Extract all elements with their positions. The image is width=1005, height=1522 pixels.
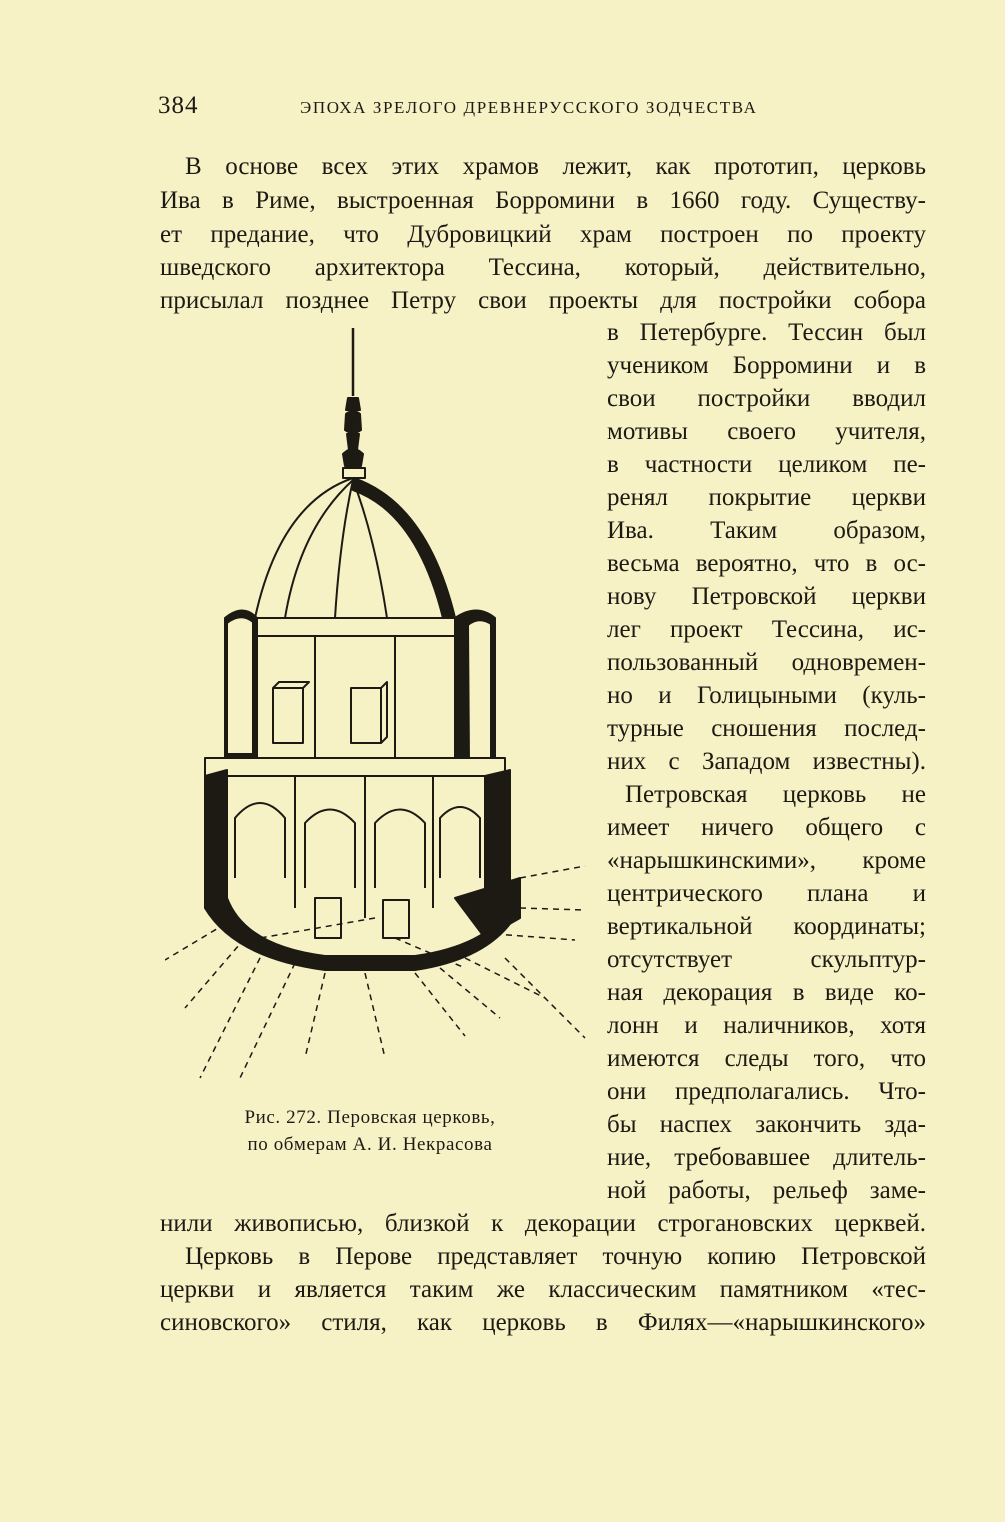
text-line-7: учеником Борромини и в [607,352,926,379]
text-line-11: ренял покрытие церкви [607,484,926,511]
text-line-23: центрического плана и [607,880,926,907]
text-line-9: мотивы своего учителя, [607,418,926,445]
text-line-16: пользованный одновремен- [607,649,926,676]
figure-caption [205,1104,535,1158]
text-line-26: ная декорация в виде ко- [607,979,926,1006]
text-line-6: в Петербурге. Тессин был [607,319,926,346]
text-line-15: лег проект Тессина, ис- [607,616,926,643]
text-line-35: церкви и является таким же классическим памятником «тес- [160,1276,926,1303]
text-line-18: турные сношения послед- [607,715,926,742]
text-line-32: ной работы, рельеф заме- [607,1177,926,1204]
text-line-24: вертикальной координаты; [607,913,926,940]
text-line-22: «нарышкинскими», кроме [607,847,926,874]
text-line-10: в частности целиком пе- [607,451,926,478]
text-line-36: синовского» стиля, как церковь в Филях—«нарышкинского» [160,1309,926,1336]
text-line-13: весьма вероятно, что в ос- [607,550,926,577]
caption-line-1: Рис. 272. Перовская церковь, [244,1107,496,1128]
text-line-34: Церковь в Перове представляет точную копию Петровской [185,1243,926,1270]
text-line-1: В основе всех этих храмов лежит, как прототип, церковь [185,153,926,180]
text-line-25: отсутствует скульптур- [607,946,926,973]
church-drawing [165,318,600,1108]
text-line-33: нили живописью, близкой к декорации строгановских церквей. [160,1210,926,1237]
text-line-2: Ива в Риме, выстроенная Борромини в 1660 году. Существу- [160,187,926,214]
text-line-28: имеются следы того, что [607,1045,926,1072]
page-number: 384 [158,92,199,119]
text-line-8: свои постройки вводил [607,385,926,412]
text-line-27: лонн и наличников, хотя [607,1012,926,1039]
text-line-3: ет предание, что Дубровицкий храм построен по проекту [160,221,926,248]
running-head: ЭПОХА ЗРЕЛОГО ДРЕВНЕРУССКОГО ЗОДЧЕСТВА [300,98,758,117]
text-line-30: бы наспех закончить зда- [607,1111,926,1138]
text-line-5: присылал позднее Петру свои проекты для постройки собора [160,287,926,314]
text-line-12: Ива. Таким образом, [607,517,926,544]
text-line-20: Петровская церковь не [625,781,926,808]
text-line-19: них с Западом известны). [607,748,926,775]
text-line-29: они предполагались. Что- [607,1078,926,1105]
page-header [158,92,926,128]
church-illustration [165,318,600,1108]
text-line-4: шведского архитектора Тессина, который, действительно, [160,254,926,281]
text-line-17: но и Голицыными (куль- [607,682,926,709]
text-line-31: ние, требовавшее длитель- [607,1144,926,1171]
text-line-14: нову Петровской церкви [607,583,926,610]
text-line-21: имеет ничего общего с [607,814,926,841]
caption-line-2: по обмерам А. И. Некрасова [247,1134,493,1155]
